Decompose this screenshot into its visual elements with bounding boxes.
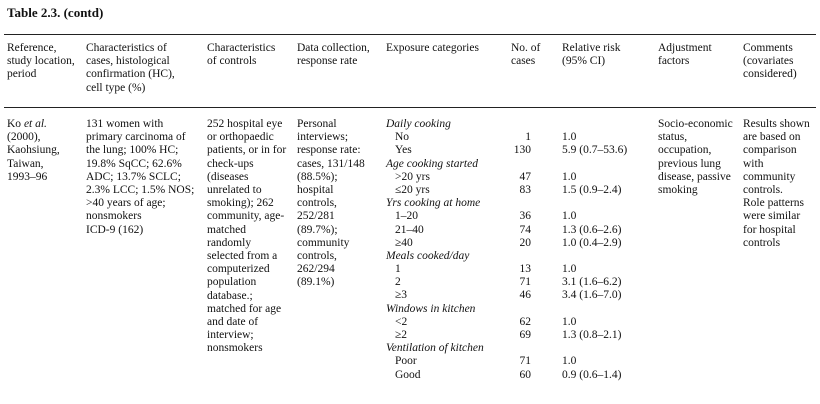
relative-risk-column [562, 118, 654, 382]
adjustment-cell: Socio-economic status, occupation, previous lung disease, passive smoking [658, 118, 733, 197]
relative-risk-value: 3.4 (1.6–7.0) [562, 289, 622, 302]
exposure-category: ≥3 [395, 289, 408, 302]
case-count: 13 [519, 263, 531, 276]
relative-risk-value [562, 342, 654, 355]
exposure-category: 21–40 [395, 223, 424, 236]
relative-risk-value: 1.0 [562, 170, 577, 183]
relative-risk-value: 1.0 [562, 210, 577, 223]
exposure-heading: Age cooking started [386, 157, 478, 170]
table-title: Table 2.3. (contd) [7, 5, 104, 20]
reference-author: Ko [7, 118, 24, 130]
case-count [509, 250, 531, 263]
relative-risk-value: 1.3 (0.6–2.6) [562, 223, 622, 236]
case-count: 74 [519, 223, 531, 236]
header-controls: Characteristics of controls [207, 42, 276, 68]
exposure-heading: Daily cooking [386, 118, 451, 130]
relative-risk-value: 1.0 [562, 263, 577, 276]
relative-risk-value: 1.0 [562, 315, 577, 328]
header-comments: Comments (covariates considered) [743, 42, 797, 81]
exposure-category: Yes [395, 144, 412, 157]
reference-etal: et al. [23, 118, 47, 130]
header-reference: Reference, study location, period [7, 42, 75, 81]
exposure-heading: Meals cooked/day [386, 249, 470, 262]
relative-risk-value: 1.0 [562, 131, 577, 144]
case-count: 1 [525, 131, 531, 144]
relative-risk-value: 1.0 (0.4–2.9) [562, 236, 622, 249]
case-count [509, 342, 531, 355]
case-count: 71 [519, 276, 531, 289]
case-count: 60 [519, 368, 531, 381]
relative-risk-value [562, 197, 654, 210]
number-of-cases-column [509, 118, 531, 382]
header-exposure: Exposure categories [386, 42, 479, 54]
cases-cell: 131 women with primary carcinoma of the lung; 100% HC; 19.8% SqCC; 62.6% ADC; 13.7% SCLC; 2.3% LCC; 1.5% NOS; >40 years of age; nonsmokers ICD-9 (162) [86, 118, 195, 236]
relative-risk-value: 1.5 (0.9–2.4) [562, 183, 622, 196]
exposure-category: 1 [395, 263, 401, 276]
exposure-category: Poor [395, 355, 417, 368]
relative-risk-value: 1.3 (0.8–2.1) [562, 329, 622, 341]
exposure-heading: Windows in kitchen [386, 302, 476, 315]
exposure-category: 2 [395, 276, 401, 289]
case-count: 47 [519, 170, 531, 183]
case-count: 69 [519, 329, 531, 341]
data-collection-cell: Personal interviews; response rate: cases, 131/148 (88.5%); hospital controls, 252/281 (89.7%); community controls, 262/294 (89.1%) [297, 118, 365, 289]
relative-risk-value [562, 118, 654, 131]
case-count [509, 197, 531, 210]
header-no-cases: No. of cases [511, 42, 541, 68]
exposure-heading: Ventilation of kitchen [386, 342, 484, 355]
table-top-rule [4, 34, 816, 35]
case-count [509, 118, 531, 131]
case-count: 36 [519, 210, 531, 223]
exposure-category: Good [395, 368, 421, 381]
case-count: 83 [519, 183, 531, 196]
case-count [509, 158, 531, 171]
relative-risk-value: 0.9 (0.6–1.4) [562, 368, 622, 381]
case-count [509, 303, 531, 316]
relative-risk-value: 3.1 (1.6–6.2) [562, 276, 622, 289]
case-count: 46 [519, 289, 531, 302]
exposure-category: ≥40 [395, 236, 413, 249]
case-count: 71 [519, 355, 531, 368]
case-count: 20 [519, 236, 531, 249]
relative-risk-value: 5.9 (0.7–53.6) [562, 144, 628, 157]
reference-cell [7, 118, 60, 184]
relative-risk-value: 1.0 [562, 355, 577, 368]
exposure-category: ≤20 yrs [395, 183, 430, 196]
header-cases: Characteristics of cases, histological confirmation (HC), cell type (%) [86, 42, 175, 94]
header-bottom-rule [4, 107, 816, 108]
comments-cell: Results shown are based on comparison with community controls. Role patterns were similar for hospital controls [743, 118, 810, 249]
exposure-category: No [395, 131, 410, 144]
exposure-category: 1–20 [395, 210, 418, 223]
relative-risk-value [562, 250, 654, 263]
header-relative-risk: Relative risk (95% CI) [562, 42, 621, 68]
relative-risk-value [562, 158, 654, 171]
exposure-categories-column [386, 118, 506, 382]
header-data-collection: Data collection, response rate [297, 42, 370, 68]
exposure-category: ≥2 [395, 329, 408, 341]
exposure-category: >20 yrs [395, 170, 430, 183]
exposure-category: <2 [395, 315, 408, 328]
reference-details: (2000), Kaohsiung, Taiwan, 1993–96 [7, 131, 60, 183]
case-count: 130 [513, 144, 531, 157]
header-adjustment: Adjustment factors [658, 42, 712, 68]
relative-risk-value [562, 303, 654, 316]
case-count: 62 [519, 315, 531, 328]
exposure-heading: Yrs cooking at home [386, 197, 481, 210]
controls-cell: 252 hospital eye or orthopaedic patients, or in for check-ups (diseases unrelated to smoking); 262 community, age- matched randomly selected from a computerized population database.; matched for age and date of interview; nonsmokers [207, 118, 287, 355]
